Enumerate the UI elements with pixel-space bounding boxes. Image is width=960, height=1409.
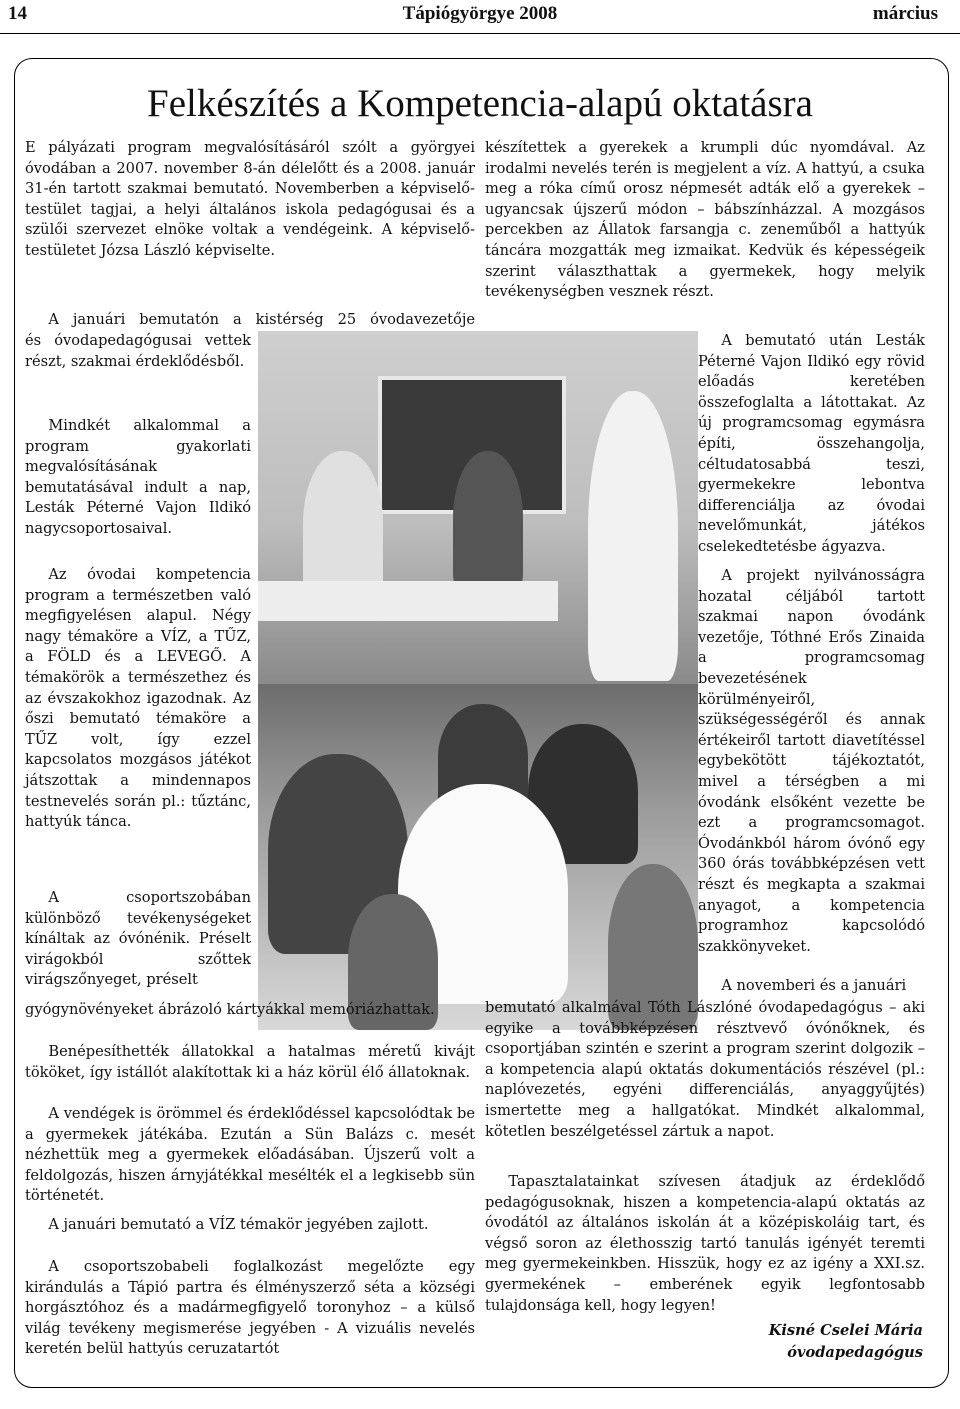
paragraph: gyógynövényeket ábrázoló kártyákkal memóriázhattak. bbox=[25, 1001, 435, 1018]
paragraph: A januári bemutató a VÍZ témakör jegyében zajlott. bbox=[48, 1216, 429, 1233]
publication-title: Tápiógyörgye 2008 bbox=[402, 3, 558, 24]
table bbox=[258, 581, 558, 621]
paragraph: Benépesíthették állatokkal a hatalmas méretű kivájt tököket, így istállót alakítottak ki a ház körül élő állatoknak. bbox=[25, 1043, 475, 1081]
photo-classroom bbox=[258, 684, 698, 1030]
article-title: Felkészítés a Kompetencia-alapú oktatásra bbox=[147, 82, 813, 125]
paragraph: készítettek a gyerekek a krumpli dúc nyomdával. Az irodalmi nevelés terén is megjelent a víz. A hattyú, a csuka meg a róka című orosz népmesét adták elő a gyerekek – ugyancsak újszerű módon – bábszínházzal. A mozgásos percekben az Állatok farsangja c. zeneműből a hattyúk táncára mozgatták meg izmaikat. Kedvük és képességeik szerint választhattak a gyermekek, hogy melyik tevékenységben vesznek részt. bbox=[485, 139, 925, 301]
paragraph: A januári bemutatón a kistérség 25 óvodavezetője bbox=[48, 311, 475, 328]
header-rule bbox=[0, 33, 960, 34]
page-number: 14 bbox=[8, 3, 27, 24]
paragraph: és óvodapedagógusai vettek részt, szakmai érdeklődésből. bbox=[25, 332, 251, 370]
paragraph: A vendégek is örömmel és érdeklődéssel kapcsolódtak be a gyermekek játékába. Ezután a Sün Balázs c. mesét nézhettük meg a gyermekek előadásában. Újszerű volt a feldolgozás, hiszen árnyjátékkal mesélték el a legkisebb sün történetét. bbox=[25, 1105, 475, 1205]
paragraph: A projekt nyilvánosságra hozatal céljából tartott szakmai napon óvodánk vezetője, Tóthné Erős Zinaida a programcsomag bevezetésének körülményeiről, szükségességéről és annak értékeiről tartott diavetítéssel egybekötött tájékoztatót, mivel a térségben a mi óvodánk elsőként vezette be ezt a programcsomagot. Óvodánkból három óvónő egy 360 órás továbbképzésen vett részt és megkapta a szakmai anyagot, a kompetencia programhoz kapcsolódó szakkönyveket. bbox=[698, 567, 925, 955]
paragraph: A bemutató után Lesták Péterné Vajon Ildikó egy rövid előadás keretében összefoglalta a látottakat. Az új programcsomag egymásra építi, összehangolja, céltudatosabbá teszi, gyermekekre lebontva differenciálja az óvodai nevelőmunkát, játékos cselekedtetésbe ágyazva. bbox=[698, 332, 925, 555]
paragraph: A csoportszobában különböző tevékenységeket kínáltak az óvónénik. Préselt virágokból szőttek virágszőnyeget, préselt bbox=[25, 889, 251, 989]
paragraph: Az óvodai kompetencia program a természetben való megfigyelésen alapul. Négy nagy témaköre a VÍZ, a TŰZ, a FÖLD és a LEVEGŐ. A témakörök a természethez és az évszakokhoz igazodnak. Az őszi bemutató témaköre a TŰZ volt, így ezzel kapcsolatos mozgásos játékot játszottak a mindennapos testnevelés során pl.: tűztánc, hattyúk tánca. bbox=[25, 566, 251, 831]
person-standing bbox=[588, 391, 678, 681]
page-header bbox=[0, 0, 960, 34]
issue-month: március bbox=[872, 3, 938, 24]
paragraph: Tapasztalatainkat szívesen átadjuk az érdeklődő pedagógusoknak, hiszen a kompetencia-alapú oktatás az óvodától az általános iskolán át a középiskoláig tart, és végső soron az élethosszig tartó tanulás igényét teremti meg gyermekeinkben. Hisszük, hogy ez az igény a XXI.sz. gyermekének – emberének egyik legfontosabb tulajdonsága kell, hogy legyen! bbox=[485, 1173, 925, 1314]
person-seated-left bbox=[303, 451, 383, 601]
person-seated-center bbox=[453, 451, 523, 591]
photo-presentation bbox=[258, 331, 698, 684]
author-role: óvodapedagógus bbox=[787, 1344, 923, 1361]
paragraph: A csoportszobabeli foglalkozást megelőzte egy kirándulás a Tápió partra és élményszerző séta a községi horgásztóhoz és a madármegfigyelő toronyhoz – a külső világ tevékeny megismerése jegyében - A vizuális nevelés keretén belül hattyús ceruzatartót bbox=[25, 1258, 475, 1358]
paragraph: bemutató alkalmával Tóth Lászlóné óvodapedagógus – aki egyike a továbbképzésen résztvevő óvónőknek, és csoportjában szintén e szerint a program szerint dolgozik – a kompetencia alapú oktatás dokumentációs részével (pl.: naplóvezetés, egyéni differenciálás, anyaggyűjtés) ismertette meg a hallgatókat. Mindkét alkalommal, kötetlen beszélgetéssel zártuk a napot. bbox=[485, 999, 925, 1140]
paragraph: A novemberi és a januári bbox=[721, 977, 907, 994]
author-name: Kisné Cselei Mária bbox=[768, 1322, 923, 1339]
paragraph: E pályázati program megvalósításáról szólt a györgyei óvodában a 2007. november 8-án délelőtt és a 2008. január 31-én tartott szakmai bemutató. Novemberben a képviselő-testület tagjai, a helyi általános iskola pedagógusai és a szülői szervezet elnöke voltak a vendégeink. A képviselő-testületet Józsa László képviselte. bbox=[25, 139, 475, 259]
paragraph: Mindkét alkalommal a program gyakorlati megvalósításának bemutatásával indult a nap, Lesták Péterné Vajon Ildikó nagycsoportosaival. bbox=[25, 417, 251, 537]
